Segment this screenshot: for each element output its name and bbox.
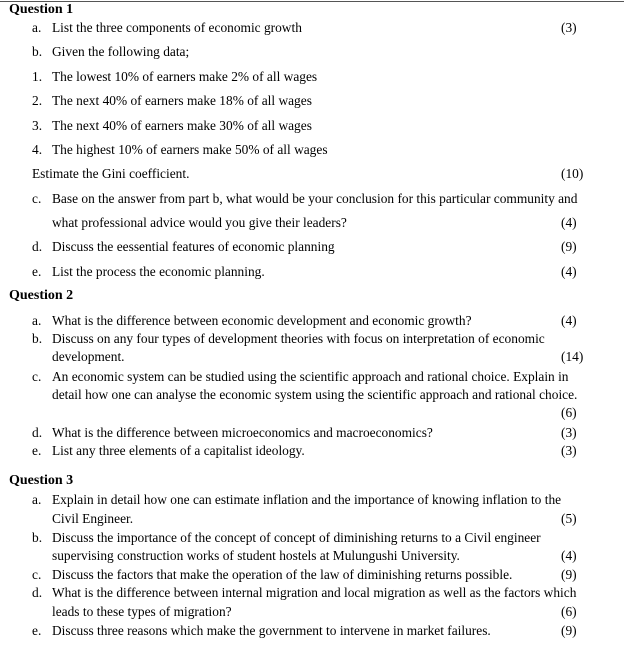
q1d-text: Discuss the eessential features of economic planning (52, 239, 335, 254)
estimate-text: Estimate the Gini coefficient. (32, 166, 190, 181)
q1c-marks: (4) (561, 215, 577, 230)
top-rule (0, 1, 624, 2)
q2e-text: List any three elements of a capitalist ideology. (52, 443, 305, 458)
q2c-line1: An economic system can be studied using the scientific approach and rational choice. Explain in (52, 369, 569, 384)
q3d-label: d. (32, 585, 43, 600)
q3e-marks: (9) (561, 623, 577, 638)
q1d-label: d. (32, 239, 43, 254)
data-item-3-text: The next 40% of earners make 30% of all wages (52, 118, 312, 133)
q2d-text: What is the difference between microeconomics and macroeconomics? (52, 425, 433, 440)
q1a-label: a. (32, 20, 42, 35)
estimate-marks: (10) (561, 166, 584, 181)
q2b-line1: Discuss on any four types of development theories with focus on interpretation of economic (52, 331, 545, 346)
q2c-label: c. (32, 369, 42, 384)
q3d-line2: leads to these types of migration? (52, 604, 232, 619)
question-2-heading: Question 2 (9, 288, 74, 303)
q1e-marks: (4) (561, 264, 577, 279)
q2b-label: b. (32, 331, 43, 346)
q3c-label: c. (32, 567, 42, 582)
q2b-marks: (14) (561, 349, 584, 364)
q3a-marks: (5) (561, 511, 577, 526)
q2a-marks: (4) (561, 313, 577, 328)
q1e-text: List the process the economic planning. (52, 264, 265, 279)
q2a-label: a. (32, 313, 42, 328)
q2d-marks: (3) (561, 425, 577, 440)
data-item-3-label: 3. (32, 118, 43, 133)
q3a-line1: Explain in detail how one can estimate inflation and the importance of knowing inflation to the (52, 492, 562, 507)
q1b-label: b. (32, 44, 43, 59)
q3d-marks: (6) (561, 604, 577, 619)
q3c-marks: (9) (561, 567, 577, 582)
q2d-label: d. (32, 425, 43, 440)
q1a-text: List the three components of economic growth (52, 20, 302, 35)
q3d-line1: What is the difference between internal migration and local migration as well as the factors which (52, 585, 577, 600)
q1c-label: c. (32, 191, 42, 206)
q2c-line2: detail how one can analyse the economic system using the scientific approach and rational choice. (52, 387, 578, 402)
q1d-marks: (9) (561, 239, 577, 254)
q2e-marks: (3) (561, 443, 577, 458)
data-item-4-text: The highest 10% of earners make 50% of all wages (52, 142, 328, 157)
q3e-label: e. (32, 623, 42, 638)
q1c-line2: what professional advice would you give their leaders? (52, 215, 347, 230)
q3a-label: a. (32, 492, 42, 507)
q3b-line2: supervising construction works of student hostels at Mulungushi University. (52, 548, 460, 563)
question-3-heading: Question 3 (9, 473, 74, 488)
q1e-label: e. (32, 264, 42, 279)
data-item-1-text: The lowest 10% of earners make 2% of all wages (52, 69, 318, 84)
q1b-text: Given the following data; (52, 44, 190, 59)
q3b-line1: Discuss the importance of the concept of concept of diminishing returns to a Civil engineer (52, 530, 541, 545)
q3e-text: Discuss three reasons which make the government to intervene in market failures. (52, 623, 491, 638)
q2a-text: What is the difference between economic development and economic growth? (52, 313, 472, 328)
q3b-marks: (4) (561, 548, 577, 563)
q1c-line1: Base on the answer from part b, what would be your conclusion for this particular community and (52, 191, 578, 206)
q2b-line2: development. (52, 349, 125, 364)
q2e-label: e. (32, 443, 42, 458)
data-item-2-label: 2. (32, 93, 43, 108)
q3c-text: Discuss the factors that make the operation of the law of diminishing returns possible. (52, 567, 513, 582)
q3b-label: b. (32, 530, 43, 545)
q1a-marks: (3) (561, 20, 577, 35)
data-item-4-label: 4. (32, 142, 43, 157)
data-item-2-text: The next 40% of earners make 18% of all wages (52, 93, 312, 108)
q2c-marks: (6) (561, 405, 577, 420)
data-item-1-label: 1. (32, 69, 43, 84)
q3a-line2: Civil Engineer. (52, 511, 134, 526)
question-1-heading: Question 1 (9, 2, 74, 17)
